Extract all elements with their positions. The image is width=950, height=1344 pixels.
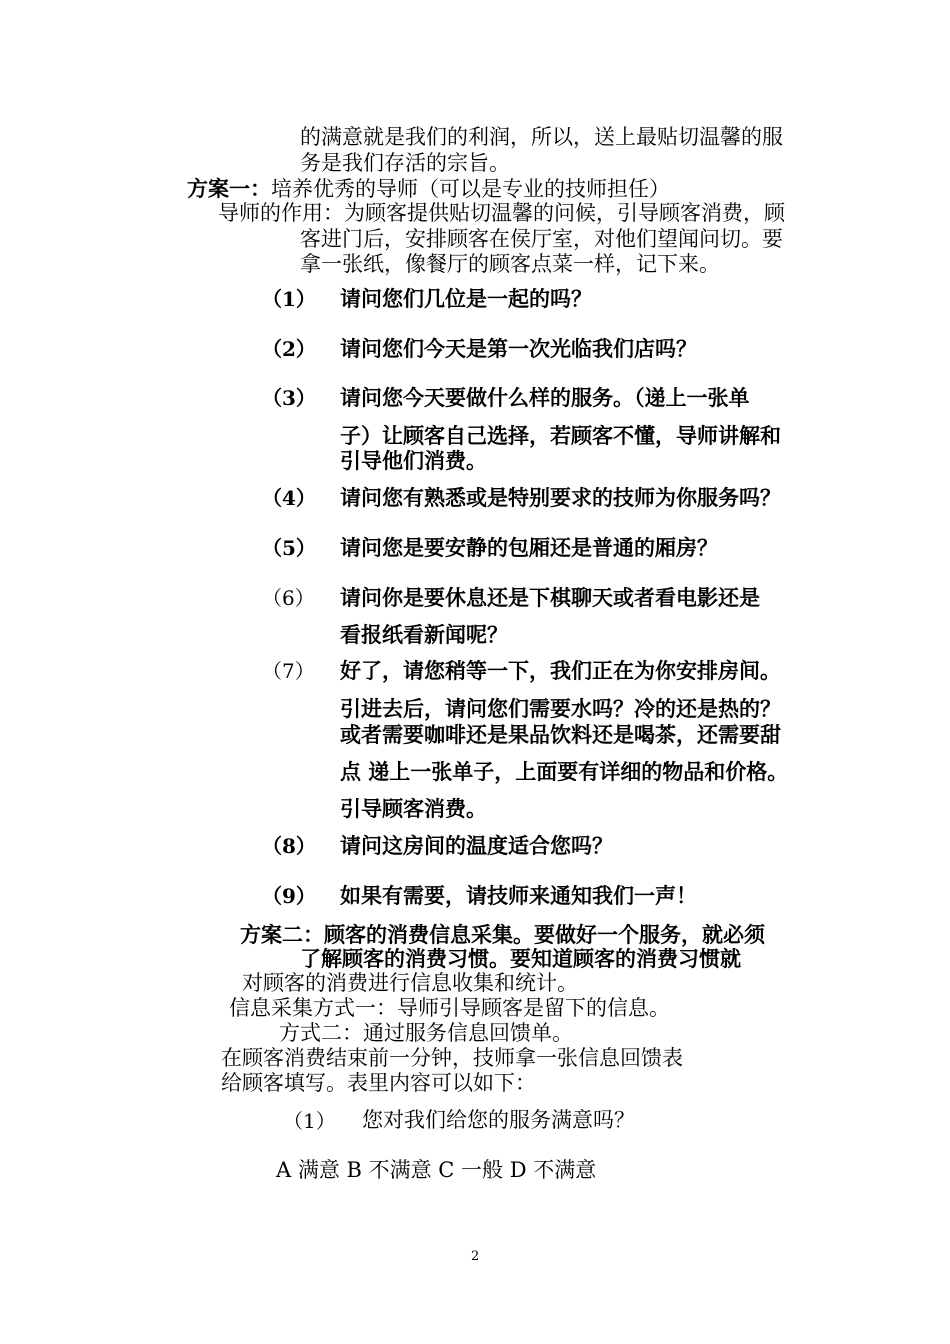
plan2-method-2: 方式二：通过服务信息回馈单。 — [279, 1021, 573, 1045]
question-text: 引导他们消费。 — [340, 448, 487, 473]
plan1-role-line-3: 拿一张纸，像餐厅的顾客点菜一样，记下来。 — [300, 252, 720, 276]
question-text: 请问您们几位是一起的吗？ — [340, 286, 592, 311]
plan2-title-line-1: 方案二：顾客的消费信息采集。要做好一个服务，就必须 — [240, 922, 765, 947]
survey-number: （1） — [283, 1109, 336, 1133]
plan1-heading — [187, 178, 670, 200]
question-text: 请问您们今天是第一次光临我们店吗？ — [340, 336, 697, 361]
question-text: 请问您有熟悉或是特别要求的技师为你服务吗？ — [340, 485, 781, 510]
intro-line-2: 务是我们存活的宗旨。 — [300, 151, 510, 175]
question-text: 引导顾客消费。 — [340, 796, 487, 821]
question-number: （9） — [262, 884, 316, 908]
question-text: 引进去后，请问您们需要水吗？冷的还是热的？ — [340, 696, 781, 721]
question-text: 请问这房间的温度适合您吗？ — [340, 833, 613, 858]
plan2-title-line-2: 了解顾客的消费习惯。要知道顾客的消费习惯就 — [300, 946, 741, 971]
plan2-method-1: 信息采集方式一：导师引导顾客是留下的信息。 — [229, 996, 670, 1020]
question-text: 请问您今天要做什么样的服务。（递上一张单 — [340, 385, 750, 410]
question-number: （2） — [262, 337, 316, 361]
plan1-label: 方案一： — [187, 176, 271, 201]
question-text: 如果有需要，请技师来通知我们一声！ — [340, 883, 697, 908]
question-text: 好了，请您稍等一下，我们正在为你安排房间。 — [340, 658, 781, 683]
question-text: 看报纸看新闻呢？ — [340, 622, 508, 647]
plan2-desc-line-1: 在顾客消费结束前一分钟，技师拿一张信息回馈表 — [221, 1046, 683, 1070]
plan2-line-3: 对顾客的消费进行信息收集和统计。 — [242, 971, 578, 995]
question-number: （3） — [262, 386, 316, 410]
plan1-role-line-1: 导师的作用：为顾客提供贴切温馨的问候，引导顾客消费，顾 — [218, 201, 785, 225]
survey-options: A 满意 B 不满意 C 一般 D 不满意 — [276, 1158, 597, 1182]
question-number: （6） — [262, 586, 315, 610]
question-number: （7） — [262, 659, 315, 683]
question-number: （5） — [262, 536, 316, 560]
question-text: 请问您是要安静的包厢还是普通的厢房？ — [340, 535, 718, 560]
question-text: 请问你是要休息还是下棋聊天或者看电影还是 — [340, 585, 760, 610]
plan1-title: 培养优秀的导师（可以是专业的技师担任） — [271, 177, 670, 201]
question-number: （4） — [262, 486, 316, 510]
question-text: 或者需要咖啡还是果品饮料还是喝茶，还需要甜 — [340, 722, 781, 747]
intro-line-1: 的满意就是我们的利润，所以，送上最贴切温馨的服 — [300, 125, 783, 149]
question-text: 点 递上一张单子，上面要有详细的物品和价格。 — [340, 759, 789, 784]
plan1-role-line-2: 客进门后，安排顾客在侯厅室，对他们望闻问切。要 — [300, 227, 783, 251]
survey-question: 您对我们给您的服务满意吗？ — [362, 1108, 635, 1132]
question-text: 子）让顾客自己选择，若顾客不懂，导师讲解和 — [340, 423, 781, 448]
page-number: 2 — [471, 1249, 480, 1264]
plan2-desc-line-2: 给顾客填写。表里内容可以如下： — [221, 1071, 536, 1095]
question-number: （1） — [262, 287, 316, 311]
question-number: （8） — [262, 834, 316, 858]
